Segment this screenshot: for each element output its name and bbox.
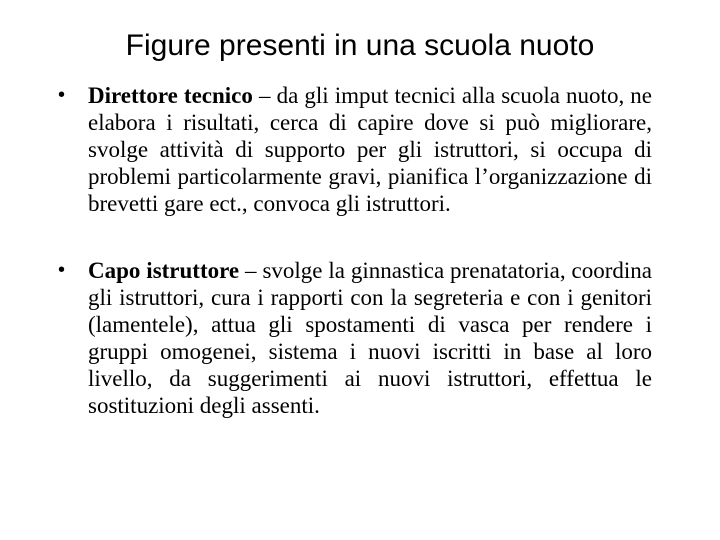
bullet-description: da gli imput tecnici alla scuola nuoto, ne elabora i risultati, cerca di capire dove si può migliorare, svolge attività di supporto per gli istruttori, si occupa di problemi particolarmente gravi, pianifica l’organizzazione di brevetti gare ect., convoca gli istruttori. bbox=[88, 83, 652, 216]
bullet-item-capo-istruttore bbox=[52, 257, 652, 419]
bullet-term: Capo istruttore bbox=[88, 258, 240, 283]
slide-title: Figure presenti in una scuola nuoto bbox=[125, 29, 595, 62]
bullet-item-direttore-tecnico bbox=[52, 82, 652, 217]
bullet-separator: – bbox=[252, 83, 277, 108]
bullet-icon: • bbox=[58, 84, 66, 106]
bullet-description: svolge la ginnastica prenatatoria, coordina gli istruttori, cura i rapporti con la segreteria e con i genitori (lamentele), attua gli spostamenti di vasca per rendere i gruppi omogenei, sistema i nuovi iscritti in base al loro livello, da suggerimenti ai nuovi istruttori, effettua le sostituzioni degli assenti. bbox=[88, 258, 653, 418]
bullet-separator: – bbox=[239, 258, 263, 283]
bullet-term: Direttore tecnico bbox=[88, 83, 253, 108]
bullet-icon: • bbox=[58, 259, 66, 281]
bullet-list bbox=[52, 82, 652, 419]
